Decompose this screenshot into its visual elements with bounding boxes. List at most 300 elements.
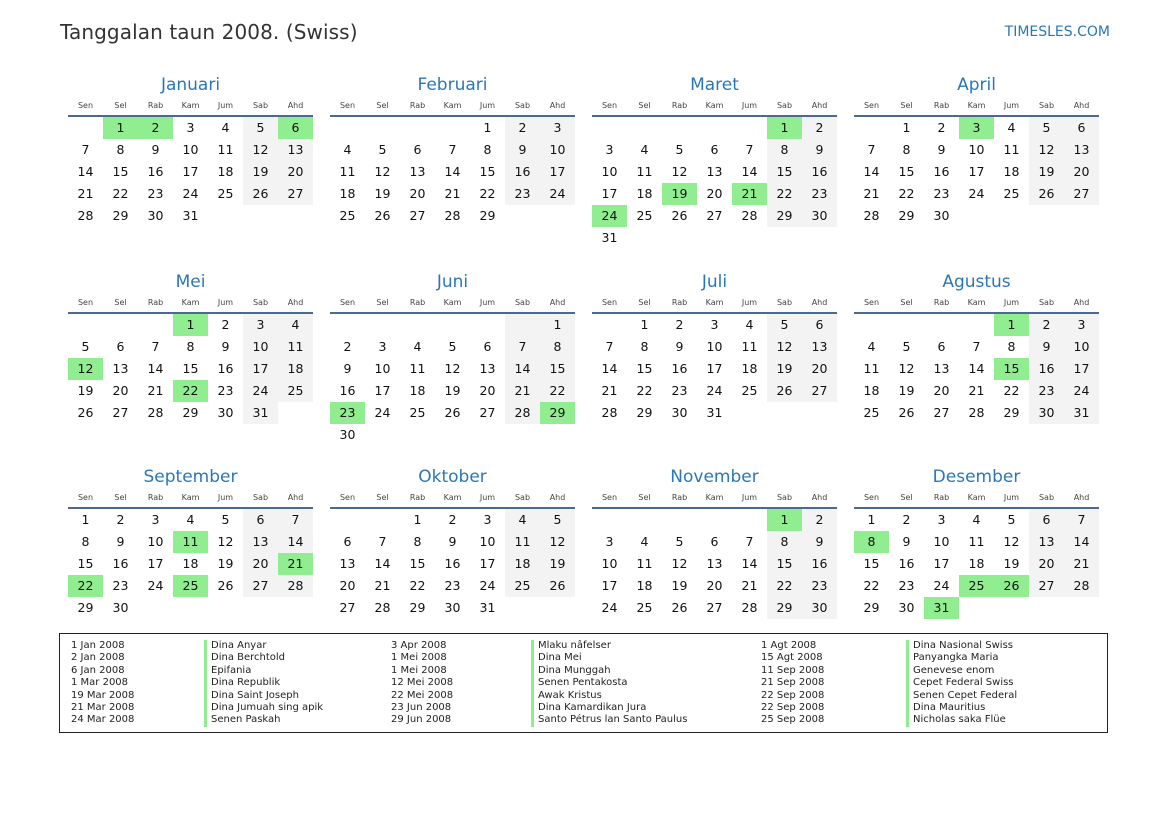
weekday-label: Rab (147, 298, 164, 307)
day-cell: 7 (1064, 509, 1099, 531)
weekday-label: Sab (776, 101, 793, 110)
day-cell: 29 (767, 597, 802, 619)
holiday-name: Dina Jumuah sing apik (211, 702, 324, 714)
holiday-name: Dina Nasional Swiss (913, 640, 1013, 651)
week-row (330, 509, 575, 531)
day-cell: 28 (444, 208, 461, 223)
day-cell: 22 (767, 575, 802, 597)
weekday-label: Sel (376, 298, 389, 307)
weekday-label: Sab (776, 298, 793, 307)
day-cell: 29 (767, 205, 802, 227)
day-cell: 20 (1029, 553, 1064, 575)
day-cell: 3 (937, 512, 946, 527)
weekday-label: Sen (863, 493, 880, 502)
day-cell: 29 (1003, 405, 1020, 420)
day-cell: 1 (640, 317, 649, 332)
day-cell: 7 (745, 534, 754, 549)
month-name: Desember (932, 467, 1021, 487)
holiday-date: 2 Jan 2008 (71, 652, 125, 664)
day-cell: 30 (112, 600, 129, 615)
day-cell: 29 (898, 208, 915, 223)
day-cell: 14 (147, 361, 164, 376)
day-cell: 28 (863, 208, 880, 223)
day-cell: 17 (147, 556, 164, 571)
empty-cell (208, 205, 243, 227)
day-cell: 13 (802, 336, 837, 358)
holiday-date: 22 Sep 2008 (761, 702, 825, 714)
day-cell: 11 (636, 164, 653, 179)
month-name: Oktober (418, 467, 487, 487)
day-cell: 16 (339, 383, 356, 398)
week-row (330, 531, 575, 553)
day-cell: 1 (867, 512, 876, 527)
day-cell: 22 (479, 186, 496, 201)
holiday-name: Senen Paskah (211, 714, 281, 726)
weekday-label: Jum (1003, 101, 1020, 110)
day-cell: 19 (1029, 161, 1064, 183)
holiday-date: 29 Jun 2008 (391, 714, 452, 726)
weekday-label: Jum (217, 298, 234, 307)
week-row (68, 161, 313, 183)
holiday-day-cell: 22 (68, 575, 103, 597)
day-cell: 5 (1007, 512, 1016, 527)
day-cell: 9 (1029, 336, 1064, 358)
week-row (592, 314, 837, 336)
day-cell: 13 (339, 556, 356, 571)
day-cell: 18 (409, 383, 426, 398)
weekday-label: Ahd (549, 101, 566, 110)
week-row (68, 117, 313, 139)
week-row (68, 139, 313, 161)
day-cell: 24 (933, 578, 950, 593)
day-cell: 9 (902, 534, 911, 549)
day-cell: 26 (898, 405, 915, 420)
day-cell: 16 (444, 556, 461, 571)
weekday-label: Jum (479, 101, 496, 110)
holiday-name: Epifania (211, 664, 252, 676)
day-cell: 31 (1064, 402, 1099, 424)
day-cell: 10 (706, 339, 723, 354)
holiday-name: Dina Munggah (538, 664, 611, 676)
day-cell: 7 (972, 339, 981, 354)
day-cell: 27 (933, 405, 950, 420)
day-cell: 27 (339, 600, 356, 615)
day-cell: 6 (483, 339, 492, 354)
weekday-label: Rab (933, 493, 950, 502)
day-cell: 17 (374, 383, 391, 398)
day-cell: 8 (540, 336, 575, 358)
day-cell: 16 (217, 361, 234, 376)
day-cell: 7 (505, 336, 540, 358)
day-cell: 12 (1029, 139, 1064, 161)
empty-cell (592, 314, 627, 336)
day-cell: 8 (767, 139, 802, 161)
empty-cell (400, 424, 435, 446)
empty-cell (505, 597, 540, 619)
day-cell: 27 (278, 183, 313, 205)
day-cell: 23 (505, 183, 540, 205)
day-cell: 23 (112, 578, 129, 593)
weekday-label: Rab (671, 493, 688, 502)
week-row (854, 597, 1099, 619)
day-cell: 7 (151, 339, 160, 354)
month-name: Mei (175, 272, 206, 292)
weekday-label: Jum (741, 101, 758, 110)
day-cell: 24 (147, 578, 164, 593)
day-cell: 19 (217, 556, 234, 571)
holiday-day-cell: 2 (138, 117, 173, 139)
week-row (330, 424, 575, 446)
weekday-label: Sen (863, 298, 880, 307)
weekday-label: Ahd (549, 493, 566, 502)
weekday-label: Rab (671, 101, 688, 110)
day-cell: 11 (409, 361, 426, 376)
day-cell: 30 (802, 597, 837, 619)
empty-cell (138, 597, 173, 619)
day-cell: 1 (413, 512, 422, 527)
weekday-label: Jum (1003, 298, 1020, 307)
holiday-day-cell: 26 (994, 575, 1029, 597)
day-cell: 3 (540, 117, 575, 139)
weekday-label: Rab (933, 298, 950, 307)
empty-cell (662, 117, 697, 139)
week-row (330, 553, 575, 575)
day-cell: 2 (902, 512, 911, 527)
empty-cell (400, 117, 435, 139)
holiday-day-cell: 23 (330, 402, 365, 424)
day-cell: 6 (710, 534, 719, 549)
day-cell: 23 (933, 186, 950, 201)
weekday-header (592, 294, 837, 314)
holiday-name: Dina Mauritius (913, 702, 986, 714)
month-name: Februari (417, 75, 488, 95)
day-cell: 28 (741, 208, 758, 223)
day-cell: 9 (937, 142, 946, 157)
day-cell: 14 (1064, 531, 1099, 553)
empty-cell (435, 314, 470, 336)
day-cell: 18 (339, 186, 356, 201)
weekday-label: Sab (514, 298, 531, 307)
day-cell: 4 (413, 339, 422, 354)
month-november (592, 465, 837, 619)
day-cell: 16 (147, 164, 164, 179)
day-cell: 7 (605, 339, 614, 354)
weekday-label: Ahd (287, 298, 304, 307)
day-cell: 26 (374, 208, 391, 223)
week-row (592, 336, 837, 358)
day-cell: 20 (706, 578, 723, 593)
weekday-label: Kam (443, 493, 462, 502)
weekday-label: Sel (638, 298, 651, 307)
day-cell: 14 (863, 164, 880, 179)
weekday-label: Kam (181, 493, 200, 502)
day-cell: 16 (505, 161, 540, 183)
day-cell: 9 (343, 361, 352, 376)
day-cell: 27 (706, 600, 723, 615)
day-cell: 12 (898, 361, 915, 376)
day-cell: 14 (505, 358, 540, 380)
holiday-date: 15 Agt 2008 (761, 652, 823, 664)
day-cell: 20 (933, 383, 950, 398)
day-cell: 2 (505, 117, 540, 139)
month-agustus (854, 270, 1099, 424)
day-cell: 30 (339, 427, 356, 442)
day-cell: 30 (217, 405, 234, 420)
day-cell: 3 (151, 512, 160, 527)
day-cell: 5 (1029, 117, 1064, 139)
day-cell: 18 (278, 358, 313, 380)
empty-cell (330, 314, 365, 336)
day-cell: 4 (972, 512, 981, 527)
weekday-label: Rab (409, 101, 426, 110)
empty-cell (767, 402, 802, 424)
holiday-name: Panyangka Maria (913, 652, 999, 664)
day-cell: 4 (867, 339, 876, 354)
day-cell: 6 (413, 142, 422, 157)
day-cell: 18 (182, 556, 199, 571)
empty-cell (1029, 597, 1064, 619)
day-cell: 25 (636, 208, 653, 223)
week-row (68, 575, 313, 597)
weekday-label: Kam (181, 298, 200, 307)
week-row (854, 117, 1099, 139)
day-cell: 24 (243, 380, 278, 402)
empty-cell (889, 314, 924, 336)
day-cell: 14 (77, 164, 94, 179)
holiday-name: Nicholas saka Flüe (913, 714, 1006, 726)
empty-cell (959, 205, 994, 227)
empty-cell (505, 314, 540, 336)
day-cell: 6 (937, 339, 946, 354)
day-cell: 11 (636, 556, 653, 571)
empty-cell (243, 597, 278, 619)
empty-cell (1029, 205, 1064, 227)
empty-cell (103, 314, 138, 336)
day-cell: 11 (863, 361, 880, 376)
weekday-label: Rab (933, 101, 950, 110)
day-cell: 24 (540, 183, 575, 205)
day-cell: 28 (1064, 575, 1099, 597)
weekday-label: Sel (900, 298, 913, 307)
day-cell: 17 (182, 164, 199, 179)
week-row (592, 183, 837, 205)
empty-cell (592, 117, 627, 139)
day-cell: 27 (112, 405, 129, 420)
day-cell: 13 (112, 361, 129, 376)
empty-cell (662, 227, 697, 249)
weekday-label: Ahd (811, 101, 828, 110)
empty-cell (505, 424, 540, 446)
empty-cell (330, 509, 365, 531)
day-cell: 1 (540, 314, 575, 336)
day-cell: 27 (706, 208, 723, 223)
day-cell: 6 (343, 534, 352, 549)
day-cell: 23 (147, 186, 164, 201)
month-mei (68, 270, 313, 424)
week-row (68, 336, 313, 358)
day-cell: 7 (745, 142, 754, 157)
week-row (330, 161, 575, 183)
weekday-label: Sel (638, 101, 651, 110)
weekday-label: Sel (900, 101, 913, 110)
day-cell: 26 (671, 208, 688, 223)
month-name: November (670, 467, 759, 487)
day-cell: 20 (112, 383, 129, 398)
holiday-date: 6 Jan 2008 (71, 664, 125, 676)
weekday-label: Kam (443, 101, 462, 110)
weekday-label: Kam (967, 298, 986, 307)
day-cell: 28 (741, 600, 758, 615)
day-cell: 19 (767, 358, 802, 380)
day-cell: 29 (112, 208, 129, 223)
day-cell: 10 (968, 142, 985, 157)
day-cell: 23 (802, 183, 837, 205)
weekday-label: Kam (705, 493, 724, 502)
month-oktober (330, 465, 575, 619)
week-row (330, 314, 575, 336)
weekday-label: Kam (967, 101, 986, 110)
weekday-label: Ahd (287, 493, 304, 502)
empty-cell (278, 597, 313, 619)
day-cell: 13 (479, 361, 496, 376)
day-cell: 22 (863, 578, 880, 593)
day-cell: 18 (741, 361, 758, 376)
week-row (592, 139, 837, 161)
holiday-date: 22 Sep 2008 (761, 689, 825, 701)
day-cell: 3 (186, 120, 195, 135)
day-cell: 21 (147, 383, 164, 398)
day-cell: 27 (409, 208, 426, 223)
day-cell: 19 (444, 383, 461, 398)
day-cell: 1 (81, 512, 90, 527)
empty-cell (732, 402, 767, 424)
day-cell: 22 (636, 383, 653, 398)
holiday-date: 1 Agt 2008 (761, 640, 817, 651)
holiday-day-cell: 6 (278, 117, 313, 139)
empty-cell (627, 509, 662, 531)
day-cell: 14 (374, 556, 391, 571)
holiday-date: 11 Sep 2008 (761, 664, 825, 676)
day-cell: 19 (540, 553, 575, 575)
day-cell: 9 (151, 142, 160, 157)
week-row (854, 380, 1099, 402)
day-cell: 12 (767, 336, 802, 358)
day-cell: 29 (409, 600, 426, 615)
day-cell: 26 (444, 405, 461, 420)
weekday-label: Sab (252, 298, 269, 307)
week-row (68, 531, 313, 553)
weekday-label: Rab (409, 493, 426, 502)
holiday-day-cell: 11 (173, 531, 208, 553)
empty-cell (662, 509, 697, 531)
week-row (592, 380, 837, 402)
holiday-names-col3 (906, 640, 1017, 727)
weekday-label: Ahd (811, 493, 828, 502)
week-row (330, 205, 575, 227)
day-cell: 20 (479, 383, 496, 398)
day-cell: 29 (182, 405, 199, 420)
day-cell: 8 (413, 534, 422, 549)
day-cell: 21 (968, 383, 985, 398)
week-row (330, 380, 575, 402)
day-cell: 31 (479, 600, 496, 615)
empty-cell (435, 424, 470, 446)
empty-cell (959, 314, 994, 336)
day-cell: 4 (745, 317, 754, 332)
day-cell: 5 (448, 339, 457, 354)
holiday-day-cell: 31 (924, 597, 959, 619)
day-cell: 12 (671, 556, 688, 571)
holiday-date: 24 Mar 2008 (71, 714, 135, 726)
empty-cell (697, 117, 732, 139)
holiday-day-cell: 1 (103, 117, 138, 139)
month-desember (854, 465, 1099, 619)
empty-cell (627, 227, 662, 249)
day-cell: 6 (1029, 509, 1064, 531)
day-cell: 11 (339, 164, 356, 179)
week-row (330, 117, 575, 139)
day-cell: 25 (636, 600, 653, 615)
holiday-day-cell: 3 (959, 117, 994, 139)
day-cell: 23 (802, 575, 837, 597)
day-cell: 22 (540, 380, 575, 402)
day-cell: 22 (112, 186, 129, 201)
day-cell: 22 (409, 578, 426, 593)
weekday-label: Rab (147, 101, 164, 110)
day-cell: 7 (378, 534, 387, 549)
day-cell: 31 (243, 402, 278, 424)
day-cell: 12 (374, 164, 391, 179)
empty-cell (208, 597, 243, 619)
holiday-name: Awak Kristus (538, 689, 602, 701)
weekday-header (68, 294, 313, 314)
day-cell: 3 (710, 317, 719, 332)
day-cell: 13 (1064, 139, 1099, 161)
day-cell: 1 (902, 120, 911, 135)
day-cell: 2 (802, 509, 837, 531)
day-cell: 19 (1003, 556, 1020, 571)
weekday-header (854, 97, 1099, 117)
weekday-label: Rab (147, 493, 164, 502)
day-cell: 15 (767, 553, 802, 575)
site-link[interactable]: TIMESLES.COM (1004, 24, 1110, 40)
day-cell: 17 (1064, 358, 1099, 380)
day-cell: 8 (483, 142, 492, 157)
day-cell: 8 (767, 531, 802, 553)
holiday-day-cell: 22 (173, 380, 208, 402)
week-row (330, 402, 575, 424)
day-cell: 14 (741, 164, 758, 179)
day-cell: 10 (147, 534, 164, 549)
day-cell: 31 (182, 208, 199, 223)
day-cell: 23 (671, 383, 688, 398)
weekday-label: Sel (114, 298, 127, 307)
day-cell: 30 (802, 205, 837, 227)
empty-cell (400, 314, 435, 336)
weekday-label: Ahd (1073, 101, 1090, 110)
weekday-label: Ahd (287, 101, 304, 110)
day-cell: 10 (601, 164, 618, 179)
day-cell: 10 (479, 534, 496, 549)
day-cell: 13 (1029, 531, 1064, 553)
day-cell: 4 (505, 509, 540, 531)
day-cell: 14 (278, 531, 313, 553)
month-name: April (957, 75, 996, 95)
holiday-dates-col2 (391, 640, 453, 727)
day-cell: 15 (77, 556, 94, 571)
week-row (68, 358, 313, 380)
empty-cell (278, 402, 313, 424)
